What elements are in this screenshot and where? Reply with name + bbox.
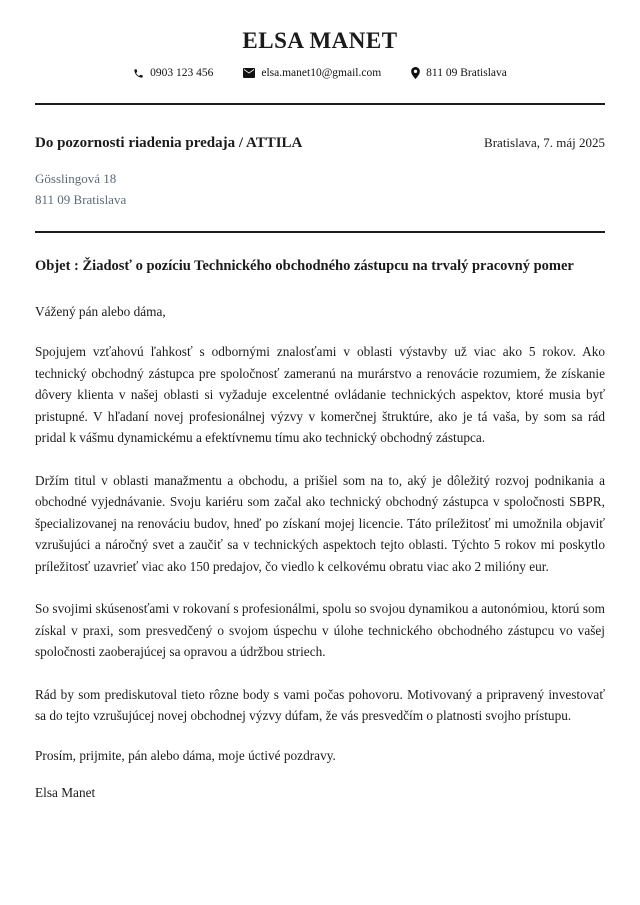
closing-line: Prosím, prijmite, pán alebo dáma, moje úctivé pozdravy.	[35, 747, 336, 763]
address-line-1: Gösslingová 18	[35, 171, 117, 186]
body-paragraph-1: Spojujem vzťahovú ľahkosť s odbornými znalosťami v oblasti výstavby už viac ako 5 rokov. Ako technický obchodný zástupca pre spoločnosť zameranú na murárstvo a renovácie rozumiem, že získanie dôvery klienta v našej oblasti si vyžaduje excelentné ovládanie technických aspektov, ktoré musia byť pristupné. V hľadaní novej profesionálnej výzvy v komerčnej štruktúre, ako je tá vaša, by som sa rád pridal k vášmu dynamickému a efektívnemu tímu ako technický obchodný zástupca.	[35, 344, 605, 445]
contact-location	[411, 67, 507, 79]
contact-email	[243, 67, 381, 79]
address-line-2: 811 09 Bratislava	[35, 192, 127, 207]
recipient-row	[35, 135, 605, 152]
contact-phone-value: 0903 123 456	[150, 67, 214, 79]
phone-icon	[133, 68, 144, 79]
greeting: Vážený pán alebo dáma,	[35, 304, 166, 319]
letter-date: Bratislava, 7. máj 2025	[484, 135, 605, 150]
contact-location-value: 811 09 Bratislava	[426, 67, 507, 79]
contact-row	[35, 67, 605, 79]
body-paragraph-3: So svojimi skúsenosťami v rokovaní s profesionálmi, spolu so svojou dynamikou a autonómiou, ktorú som získal v praxi, som presvedčený o svojom úspechu v úlohe technického obchodného zástupcu vo vašej spoločnosti zaoberajúcej sa opravou a údržbou striech.	[35, 601, 605, 659]
subject-line: Objet : Žiadosť o pozíciu Technického obchodného zástupcu na trvalý pracovný pomer	[35, 258, 574, 274]
attention-line: Do pozornosti riadenia predaja / ATTILA	[35, 135, 303, 151]
location-pin-icon	[411, 67, 420, 79]
recipient-address	[35, 168, 605, 210]
signature: Elsa Manet	[35, 784, 96, 800]
body-paragraph-4: Rád by som prediskutoval tieto rôzne body s vami počas pohovoru. Motivovaný a pripravený investovať sa do tejto vzrušujúcej novej obchodnej výzvy dúfam, že vás presvedčím o platnosti svojho prístupu.	[35, 686, 605, 723]
sender-name: ELSA MANET	[242, 28, 398, 53]
address-divider	[35, 231, 605, 233]
envelope-icon	[243, 68, 255, 78]
body-paragraph-2: Držím titul v oblasti manažmentu a obchodu, a prišiel som na to, aký je dôležitý rozvoj podnikania a obchodné vyjednávanie. Svoju kariéru som začal ako technický obchodný zástupca v spoločnosti SBPR, špecializovanej na renováciu budov, hneď po získaní mojej licencie. Táto príležitosť mi umožnila objaviť vzrušujúci a náročný svet a zaučiť sa v technických aspektoch tejto oblasti. Týchto 5 rokov mi poskytlo príležitosť uzavrieť viac ako 150 predajov, čo viedlo k celkovému obratu viac ako 2 milióny eur.	[35, 472, 605, 574]
contact-email-value: elsa.manet10@gmail.com	[261, 67, 382, 79]
contact-phone	[133, 67, 213, 79]
header-divider	[35, 103, 605, 105]
